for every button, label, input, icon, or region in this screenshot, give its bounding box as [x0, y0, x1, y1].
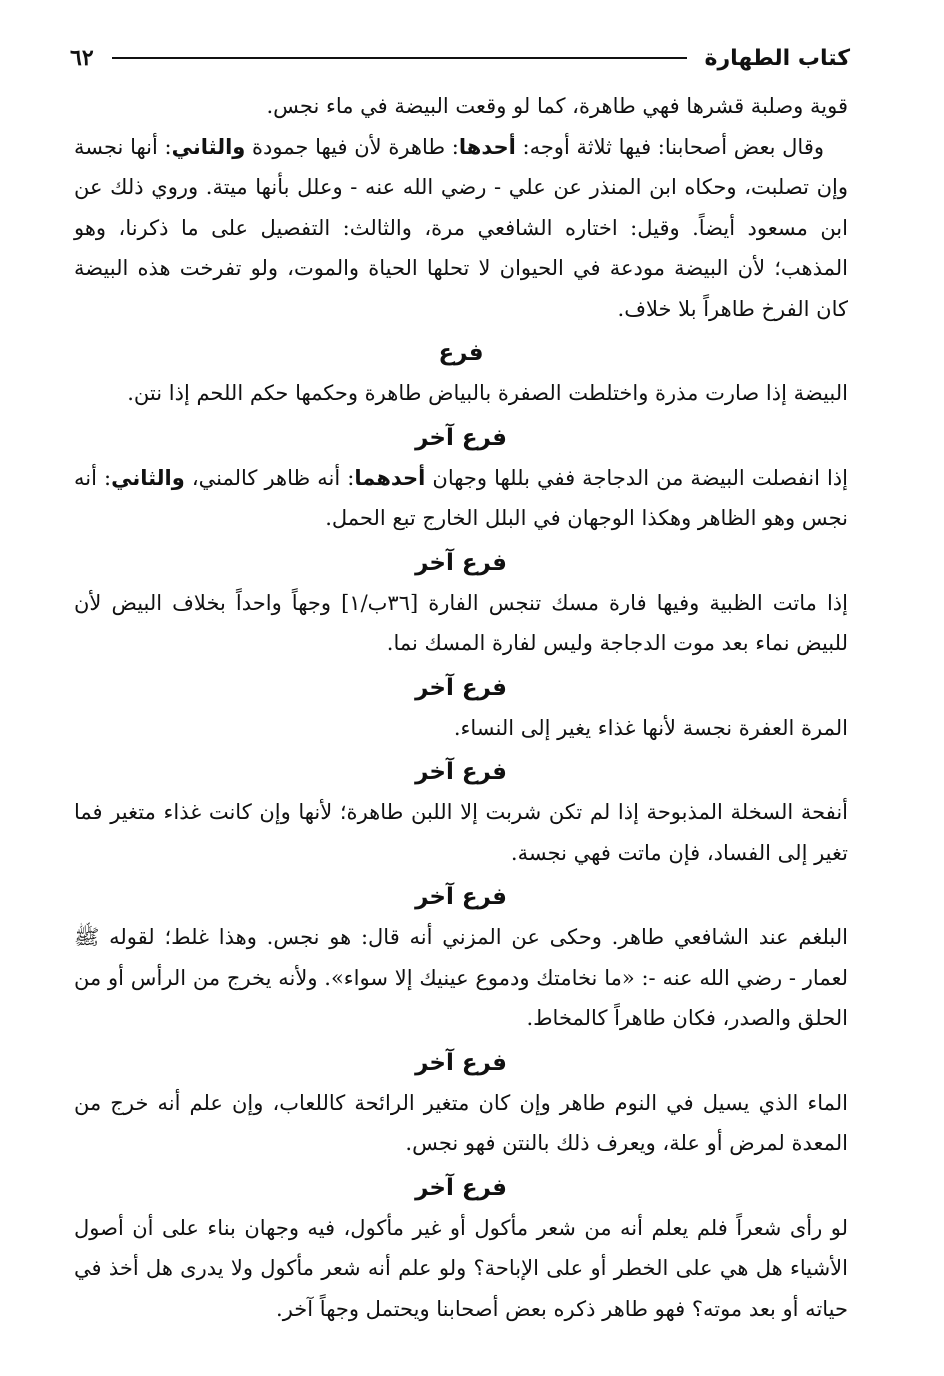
section-heading: فرع آخر: [415, 549, 507, 576]
running-title: كتاب الطهارة: [704, 45, 850, 71]
body-paragraph: [74, 917, 848, 1039]
paragraph-text: أنفحة السخلة المذبوحة إذا لم تكن شربت إلا اللبن طاهرة؛ لأنها وإن كانت غذاء متغير فما تغير إلى الفساد، فإن ماتت فهي نجسة.: [74, 800, 848, 865]
bold-term: أحدها: [458, 134, 516, 159]
page-number: ٦٢: [70, 45, 94, 71]
paragraph-text: المرة العفرة نجسة لأنها غذاء يغير إلى النساء.: [453, 715, 848, 740]
paragraph-text: إذا انفصلت البيضة من الدجاجة ففي بللها وجهان: [425, 465, 848, 490]
bold-term: أحدهما: [354, 465, 426, 490]
section-heading: فرع آخر: [415, 1049, 507, 1076]
paragraph-text: قوية وصلبة قشرها فهي طاهرة، كما لو وقعت البيضة في ماء نجس.: [266, 94, 848, 118]
section-heading: فرع: [438, 340, 484, 366]
header-rule: [112, 57, 687, 59]
section-heading: فرع آخر: [415, 759, 507, 785]
bold-term: والثاني: [111, 465, 185, 490]
body-paragraph: [74, 1083, 848, 1164]
paragraph-text: : طاهرة لأن فيها جمودة: [245, 134, 459, 159]
body-paragraph: [74, 86, 848, 127]
section-heading: فرع آخر: [415, 1174, 507, 1201]
running-header: [70, 38, 850, 78]
paragraph-text: إذا ماتت الظبية وفيها فارة مسك تنجس الفارة [٣٦ب/١] وجهاً واحداً بخلاف البيض لأن للبيض نماء بعد موت الدجاجة وليس لفارة المسك نما.: [74, 590, 848, 655]
body-paragraph: [74, 708, 848, 749]
paragraph-text: : أنه نجس وهو الظاهر وهكذا الوجهان في البلل الخارج تبع الحمل.: [74, 465, 848, 530]
paragraph-text: البيضة إذا صارت مذرة واختلطت الصفرة بالبياض طاهرة وحكمها حكم اللحم إذا نتن.: [127, 381, 848, 405]
section-heading: فرع آخر: [415, 424, 507, 451]
body-paragraph: [74, 792, 848, 873]
body-paragraph: [74, 583, 848, 664]
body-paragraph: [74, 373, 848, 414]
body-paragraph: [74, 1208, 848, 1330]
paragraph-text: لو رأى شعراً فلم يعلم أنه من شعر مأكول أو غير مأكول، فيه وجهان بناء على أن أصول الأشياء هل هي على الخطر أو على الإباحة؟ ولو علم أنه شعر مأكول ولا يدرى هل أخذ في حياته أو بعد موته؟ فهو طاهر ذكره بعض أصحابنا ويحتمل وجهاً آخر.: [74, 1215, 848, 1321]
paragraph-text: وقال بعض أصحابنا: فيها ثلاثة أوجه:: [515, 134, 825, 159]
body-paragraph: [74, 458, 848, 539]
paragraph-text: : أنه ظاهر كالمني،: [184, 465, 355, 490]
bold-term: والثاني: [171, 134, 246, 159]
section-heading: فرع آخر: [415, 884, 507, 910]
section-heading: فرع آخر: [415, 674, 507, 701]
paragraph-text: : أنها نجسة وإن تصلبت، وحكاه ابن المنذر عن علي - رضي الله عنه - وعلل بأنها ميتة. وروي ذلك عن ابن مسعود أيضاً. وقيل: اختاره الشافعي مرة، والثالث: التفصيل على ما ذكرنا، وهو المذهب؛ لأن البيضة مودعة في الحيوان لا تحلها الحياة والموت، ولو تفرخت هذه البيضة كان الفرخ طاهراً بلا خلاف.: [74, 134, 848, 321]
page-body: [74, 86, 848, 1329]
paragraph-text: البلغم عند الشافعي طاهر. وحكى عن المزني أنه قال: هو نجس. وهذا غلط؛ لقوله ﷺ لعمار - رضي الله عنه -: «ما نخامتك ودموع عينيك إلا سواء». ولأنه يخرج من الرأس أو من الحلق والصدر، فكان طاهراً كالمخاط.: [74, 925, 848, 1030]
paragraph-text: الماء الذي يسيل في النوم طاهر وإن كان متغير الرائحة كاللعاب، وإن علم أنه خرج من المعدة لمرض أو علة، ويعرف ذلك بالنتن فهو نجس.: [74, 1090, 848, 1155]
body-paragraph: [74, 127, 848, 330]
